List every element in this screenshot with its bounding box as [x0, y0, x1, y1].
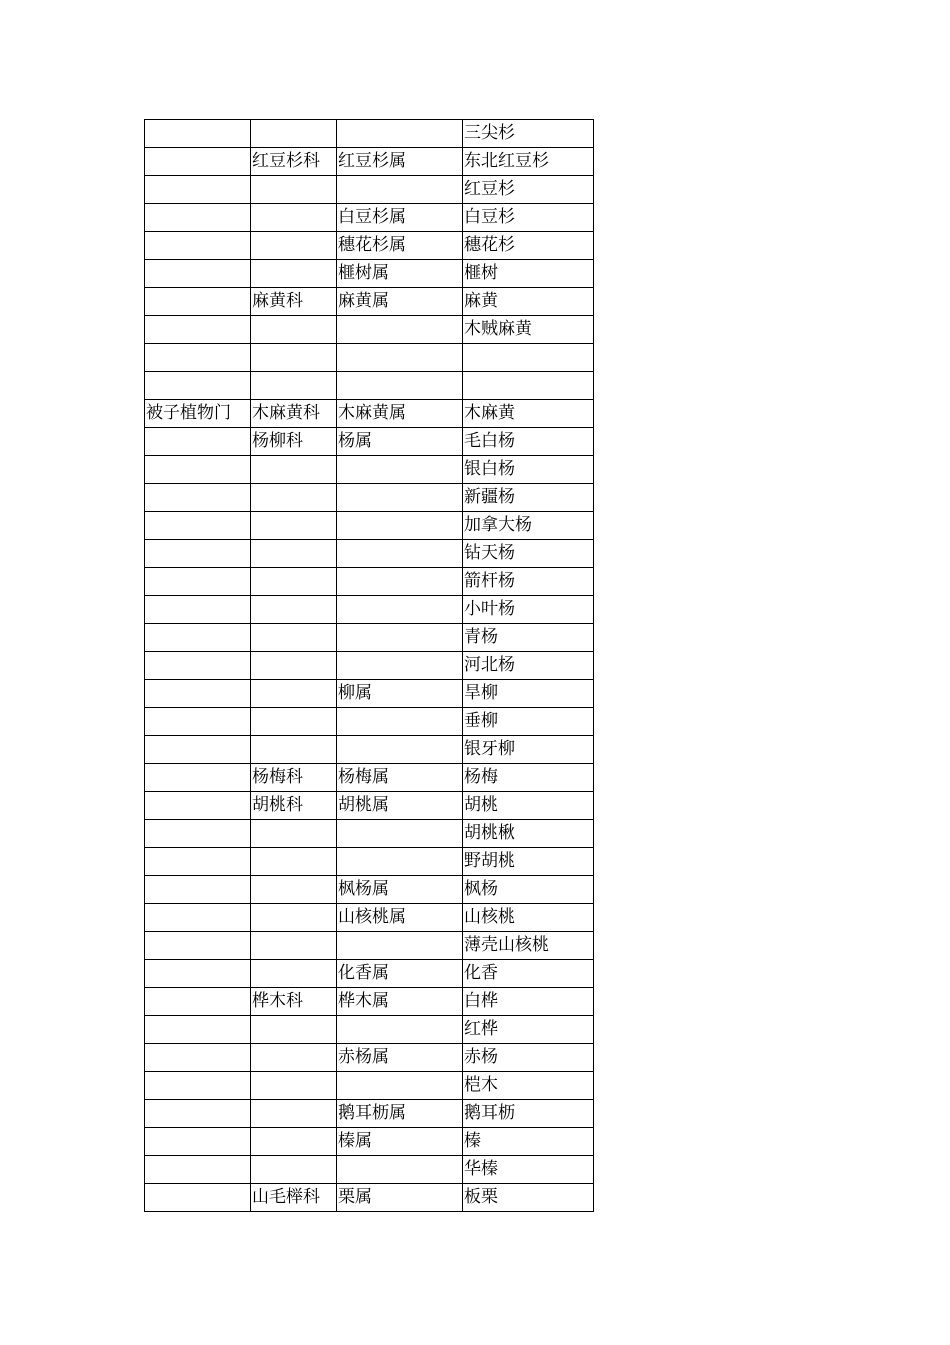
- genus-cell: [337, 120, 463, 148]
- phylum-cell: [145, 596, 251, 624]
- species-cell: 桤木: [463, 1072, 594, 1100]
- species-cell: 红豆杉: [463, 176, 594, 204]
- table-row: [145, 344, 594, 372]
- family-cell: [251, 540, 337, 568]
- genus-cell: 胡桃属: [337, 792, 463, 820]
- table-row: [145, 1072, 594, 1100]
- phylum-cell: [145, 120, 251, 148]
- table-row: [145, 960, 594, 988]
- table-row: [145, 120, 594, 148]
- genus-cell: [337, 624, 463, 652]
- table-row: [145, 456, 594, 484]
- genus-cell: 木麻黄属: [337, 400, 463, 428]
- family-cell: [251, 652, 337, 680]
- table-row: [145, 148, 594, 176]
- phylum-cell: [145, 1044, 251, 1072]
- phylum-cell: [145, 932, 251, 960]
- phylum-cell: [145, 1184, 251, 1212]
- table-row: [145, 708, 594, 736]
- family-cell: [251, 1072, 337, 1100]
- species-cell: 鹅耳枥: [463, 1100, 594, 1128]
- table-row: [145, 288, 594, 316]
- species-cell: 毛白杨: [463, 428, 594, 456]
- phylum-cell: [145, 232, 251, 260]
- phylum-cell: [145, 876, 251, 904]
- family-cell: [251, 568, 337, 596]
- family-cell: [251, 1128, 337, 1156]
- genus-cell: 榛属: [337, 1128, 463, 1156]
- species-cell: 麻黄: [463, 288, 594, 316]
- species-cell: 银牙柳: [463, 736, 594, 764]
- family-cell: 麻黄科: [251, 288, 337, 316]
- phylum-cell: [145, 1100, 251, 1128]
- genus-cell: 鹅耳枥属: [337, 1100, 463, 1128]
- family-cell: [251, 680, 337, 708]
- species-cell: 红桦: [463, 1016, 594, 1044]
- table-row: [145, 176, 594, 204]
- species-cell: 垂柳: [463, 708, 594, 736]
- genus-cell: [337, 176, 463, 204]
- genus-cell: 穗花杉属: [337, 232, 463, 260]
- family-cell: [251, 932, 337, 960]
- table-row: [145, 232, 594, 260]
- species-cell: 钻天杨: [463, 540, 594, 568]
- phylum-cell: [145, 960, 251, 988]
- genus-cell: [337, 484, 463, 512]
- genus-cell: 柳属: [337, 680, 463, 708]
- family-cell: [251, 848, 337, 876]
- species-cell: [463, 344, 594, 372]
- family-cell: [251, 204, 337, 232]
- species-cell: 河北杨: [463, 652, 594, 680]
- table-row: [145, 316, 594, 344]
- phylum-cell: [145, 540, 251, 568]
- family-cell: [251, 1016, 337, 1044]
- genus-cell: [337, 372, 463, 400]
- species-cell: 青杨: [463, 624, 594, 652]
- family-cell: [251, 484, 337, 512]
- species-cell: 化香: [463, 960, 594, 988]
- species-cell: 赤杨: [463, 1044, 594, 1072]
- family-cell: 杨梅科: [251, 764, 337, 792]
- species-cell: 木贼麻黄: [463, 316, 594, 344]
- phylum-cell: [145, 792, 251, 820]
- phylum-cell: [145, 316, 251, 344]
- table-row: [145, 792, 594, 820]
- table-row: [145, 736, 594, 764]
- table-row: [145, 624, 594, 652]
- phylum-cell: [145, 1128, 251, 1156]
- table-row: [145, 428, 594, 456]
- table-row: [145, 568, 594, 596]
- family-cell: [251, 596, 337, 624]
- family-cell: [251, 708, 337, 736]
- table-row: [145, 1128, 594, 1156]
- phylum-cell: [145, 176, 251, 204]
- species-cell: 山核桃: [463, 904, 594, 932]
- family-cell: [251, 960, 337, 988]
- species-cell: 野胡桃: [463, 848, 594, 876]
- family-cell: [251, 344, 337, 372]
- family-cell: [251, 372, 337, 400]
- species-cell: 旱柳: [463, 680, 594, 708]
- family-cell: [251, 624, 337, 652]
- phylum-cell: [145, 484, 251, 512]
- table-row: [145, 876, 594, 904]
- table-row: [145, 484, 594, 512]
- table-row: [145, 988, 594, 1016]
- family-cell: [251, 1156, 337, 1184]
- genus-cell: [337, 344, 463, 372]
- species-cell: 箭杆杨: [463, 568, 594, 596]
- phylum-cell: [145, 1072, 251, 1100]
- genus-cell: 山核桃属: [337, 904, 463, 932]
- phylum-cell: [145, 904, 251, 932]
- species-cell: 杨梅: [463, 764, 594, 792]
- genus-cell: [337, 568, 463, 596]
- phylum-cell: [145, 988, 251, 1016]
- phylum-cell: [145, 1156, 251, 1184]
- table-row: [145, 680, 594, 708]
- species-cell: 东北红豆杉: [463, 148, 594, 176]
- genus-cell: [337, 596, 463, 624]
- genus-cell: [337, 512, 463, 540]
- family-cell: 桦木科: [251, 988, 337, 1016]
- genus-cell: [337, 1156, 463, 1184]
- table-row: [145, 1044, 594, 1072]
- species-cell: 加拿大杨: [463, 512, 594, 540]
- family-cell: [251, 176, 337, 204]
- family-cell: [251, 1100, 337, 1128]
- genus-cell: 麻黄属: [337, 288, 463, 316]
- family-cell: [251, 456, 337, 484]
- family-cell: [251, 876, 337, 904]
- genus-cell: 杨属: [337, 428, 463, 456]
- phylum-cell: [145, 624, 251, 652]
- phylum-cell: [145, 372, 251, 400]
- genus-cell: [337, 1016, 463, 1044]
- family-cell: [251, 316, 337, 344]
- genus-cell: [337, 736, 463, 764]
- table-row: [145, 848, 594, 876]
- family-cell: [251, 736, 337, 764]
- species-cell: 榛: [463, 1128, 594, 1156]
- family-cell: 木麻黄科: [251, 400, 337, 428]
- taxonomy-table: [144, 119, 594, 1212]
- phylum-cell: [145, 820, 251, 848]
- family-cell: 胡桃科: [251, 792, 337, 820]
- table-row: [145, 512, 594, 540]
- table-row: [145, 400, 594, 428]
- phylum-cell: [145, 708, 251, 736]
- genus-cell: [337, 540, 463, 568]
- family-cell: [251, 820, 337, 848]
- phylum-cell: [145, 764, 251, 792]
- phylum-cell: 被子植物门: [145, 400, 251, 428]
- phylum-cell: [145, 512, 251, 540]
- family-cell: [251, 120, 337, 148]
- species-cell: 枫杨: [463, 876, 594, 904]
- table-row: [145, 764, 594, 792]
- table-row: [145, 904, 594, 932]
- table-row: [145, 372, 594, 400]
- table-row: [145, 1156, 594, 1184]
- genus-cell: 赤杨属: [337, 1044, 463, 1072]
- table-row: [145, 540, 594, 568]
- table-row: [145, 596, 594, 624]
- table-row: [145, 1100, 594, 1128]
- species-cell: 白豆杉: [463, 204, 594, 232]
- genus-cell: [337, 932, 463, 960]
- table-row: [145, 932, 594, 960]
- species-cell: 白桦: [463, 988, 594, 1016]
- genus-cell: 杨梅属: [337, 764, 463, 792]
- phylum-cell: [145, 848, 251, 876]
- species-cell: 穗花杉: [463, 232, 594, 260]
- species-cell: 薄壳山核桃: [463, 932, 594, 960]
- table-row: [145, 1184, 594, 1212]
- genus-cell: [337, 316, 463, 344]
- genus-cell: 栗属: [337, 1184, 463, 1212]
- family-cell: 山毛榉科: [251, 1184, 337, 1212]
- phylum-cell: [145, 1016, 251, 1044]
- genus-cell: 枫杨属: [337, 876, 463, 904]
- genus-cell: 红豆杉属: [337, 148, 463, 176]
- species-cell: 三尖杉: [463, 120, 594, 148]
- phylum-cell: [145, 344, 251, 372]
- family-cell: 红豆杉科: [251, 148, 337, 176]
- phylum-cell: [145, 288, 251, 316]
- phylum-cell: [145, 148, 251, 176]
- table-row: [145, 204, 594, 232]
- genus-cell: 榧树属: [337, 260, 463, 288]
- genus-cell: [337, 456, 463, 484]
- phylum-cell: [145, 204, 251, 232]
- table-body: [145, 120, 594, 1212]
- species-cell: 银白杨: [463, 456, 594, 484]
- family-cell: [251, 512, 337, 540]
- species-cell: 华榛: [463, 1156, 594, 1184]
- species-cell: 新疆杨: [463, 484, 594, 512]
- species-cell: 榧树: [463, 260, 594, 288]
- phylum-cell: [145, 680, 251, 708]
- genus-cell: [337, 848, 463, 876]
- species-cell: [463, 372, 594, 400]
- table-row: [145, 820, 594, 848]
- genus-cell: 化香属: [337, 960, 463, 988]
- genus-cell: 桦木属: [337, 988, 463, 1016]
- genus-cell: 白豆杉属: [337, 204, 463, 232]
- genus-cell: [337, 708, 463, 736]
- genus-cell: [337, 820, 463, 848]
- table-row: [145, 1016, 594, 1044]
- genus-cell: [337, 1072, 463, 1100]
- family-cell: [251, 260, 337, 288]
- table-row: [145, 260, 594, 288]
- species-cell: 胡桃: [463, 792, 594, 820]
- family-cell: 杨柳科: [251, 428, 337, 456]
- family-cell: [251, 904, 337, 932]
- species-cell: 板栗: [463, 1184, 594, 1212]
- phylum-cell: [145, 652, 251, 680]
- family-cell: [251, 1044, 337, 1072]
- genus-cell: [337, 652, 463, 680]
- phylum-cell: [145, 456, 251, 484]
- family-cell: [251, 232, 337, 260]
- species-cell: 胡桃楸: [463, 820, 594, 848]
- species-cell: 小叶杨: [463, 596, 594, 624]
- phylum-cell: [145, 428, 251, 456]
- phylum-cell: [145, 260, 251, 288]
- phylum-cell: [145, 736, 251, 764]
- species-cell: 木麻黄: [463, 400, 594, 428]
- phylum-cell: [145, 568, 251, 596]
- table-row: [145, 652, 594, 680]
